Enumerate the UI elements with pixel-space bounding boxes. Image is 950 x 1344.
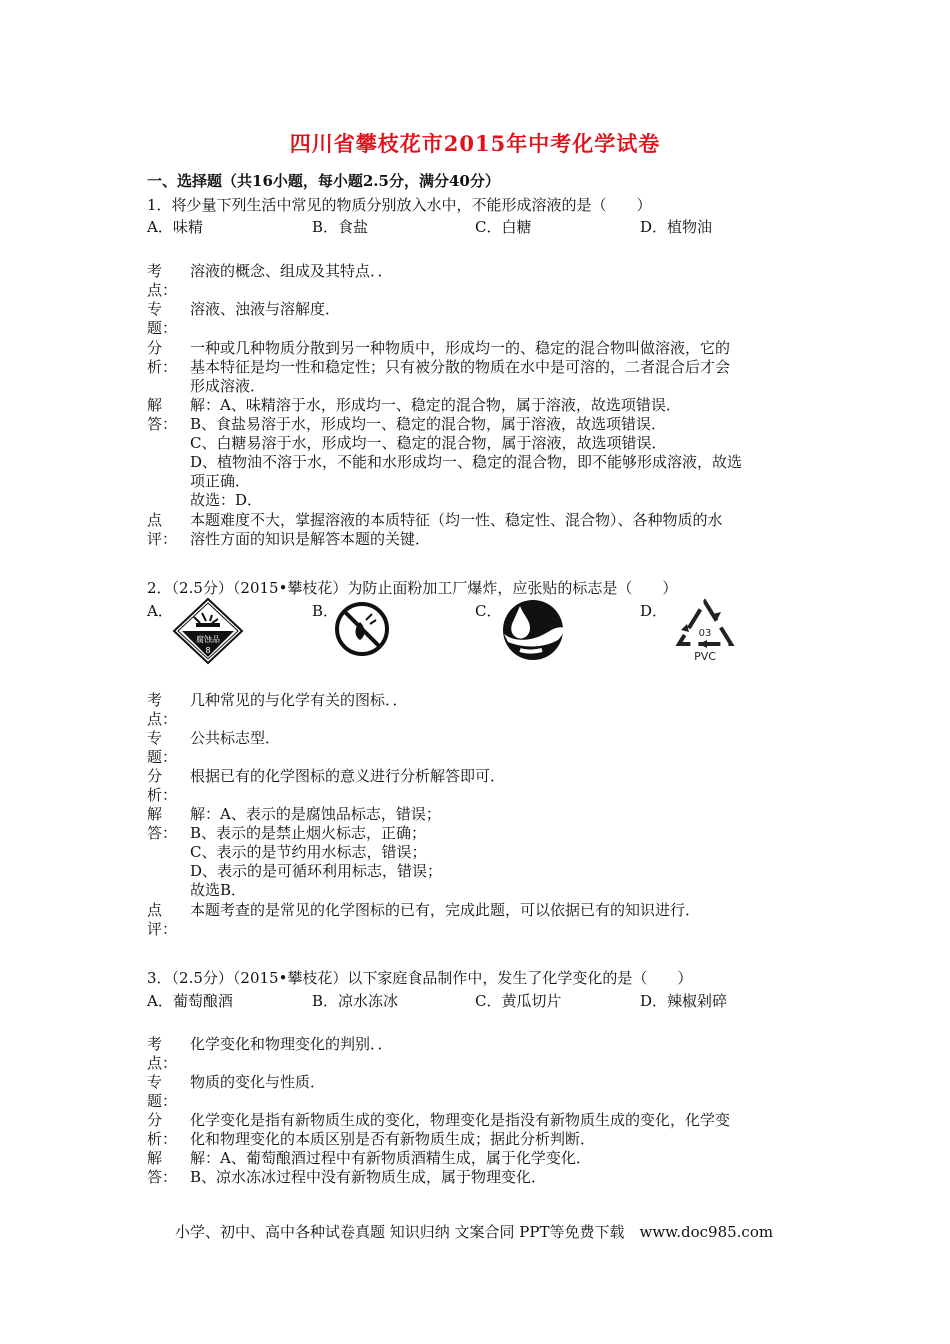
- q3-zhuanti-label: 专题：: [147, 1073, 178, 1110]
- sign-a-number: 8: [205, 646, 211, 655]
- q1-fenxi-label: 分析：: [147, 339, 178, 376]
- q1-stem: 1．将少量下列生活中常见的物质分别放入水中，不能形成溶液的是（ ）: [147, 196, 652, 214]
- q3-option-a: A．葡萄酿酒: [147, 992, 233, 1010]
- q2-option-a: A．: [147, 602, 173, 620]
- q2-option-d: D．: [640, 602, 668, 620]
- q2-zhuanti-label: 专题：: [147, 729, 178, 766]
- q1-kaodian-label: 考点：: [147, 262, 178, 299]
- q3-stem: 3．（2.5分）（2015•攀枝花）以下家庭食品制作中，发生了化学变化的是（ ）: [147, 969, 693, 987]
- sign-d-label: PVC: [694, 650, 716, 663]
- q2-jieda-label: 解答：: [147, 805, 178, 842]
- page-footer: 小学、初中、高中各种试卷真题 知识归纳 文案合同 PPT等免费下载 www.doc985.com: [175, 1223, 774, 1241]
- q3-fenxi-label: 分析：: [147, 1111, 178, 1148]
- water-saving-sign-icon: [500, 598, 566, 662]
- q1-zhuanti-label: 专题：: [147, 300, 178, 337]
- q2-fenxi: 根据已有的化学图标的意义进行分析解答即可．: [190, 767, 506, 785]
- corrosive-sign-icon: [172, 597, 244, 665]
- q1-jieda: 解：A、味精溶于水，形成均一、稳定的混合物，属于溶液，故选项错误． B、食盐易溶于水，形成均一、稳定的混合物，属于溶液，故选项错误． C、白糖易溶于水，形成均一、稳定的混合物，属于溶液，故选项错误． D、植物油不溶于水，不能和水形成均一、稳定的混合物，即不能够形成溶液，故选 项正确． 故选：D．: [190, 396, 743, 509]
- q2-dianping-label: 点评：: [147, 901, 178, 938]
- q1-fenxi: 一种或几种物质分散到另一种物质中，形成均一的、稳定的混合物叫做溶液，它的 基本特征是均一性和稳定性；只有被分散的物质在水中是可溶的，二者混合后才会 形成溶液．: [190, 339, 731, 395]
- q1-dianping: 本题难度不大，掌握溶液的本质特征（均一性、稳定性、混合物）、各种物质的水 溶性方面的知识是解答本题的关键．: [190, 511, 723, 548]
- q1-option-a: A．味精: [147, 218, 203, 236]
- q2-jieda: 解：A、表示的是腐蚀品标志，错误； B、表示的是禁止烟火标志，正确； C、表示的是节约用水标志，错误； D、表示的是可循环利用标志，错误； 故选B．: [190, 805, 443, 899]
- q1-jieda-label: 解答：: [147, 396, 178, 433]
- sign-a-label: 腐蚀品: [196, 635, 220, 644]
- q3-fenxi: 化学变化是指有新物质生成的变化，物理变化是指没有新物质生成的变化，化学变 化和物理变化的本质区别是否有新物质生成；据此分析判断．: [190, 1111, 731, 1148]
- q2-kaodian: 几种常见的与化学有关的图标．．: [190, 691, 408, 709]
- q2-option-b: B．: [312, 602, 339, 620]
- q2-zhuanti: 公共标志型．: [190, 729, 281, 747]
- q3-option-b: B．凉水冻冰: [312, 992, 399, 1010]
- q3-option-c: C．黄瓜切片: [475, 992, 562, 1010]
- q3-option-d: D．辣椒剁碎: [640, 992, 728, 1010]
- q1-option-d: D．植物油: [640, 218, 713, 236]
- q1-option-c: C．白糖: [475, 218, 532, 236]
- page-title: 四川省攀枝花市2015年中考化学试卷: [289, 131, 661, 156]
- q3-kaodian-label: 考点：: [147, 1035, 178, 1072]
- q1-zhuanti: 溶液、浊液与溶解度．: [190, 300, 341, 318]
- q2-dianping: 本题考查的是常见的化学图标的已有，完成此题，可以依据已有的知识进行．: [190, 901, 701, 919]
- q2-fenxi-label: 分析：: [147, 767, 178, 804]
- q2-stem: 2．（2.5分）（2015•攀枝花）为防止面粉加工厂爆炸，应张贴的标志是（ ）: [147, 579, 678, 597]
- q3-zhuanti: 物质的变化与性质．: [190, 1073, 326, 1091]
- q1-dianping-label: 点评：: [147, 511, 178, 548]
- q3-jieda-label: 解答：: [147, 1149, 178, 1186]
- q1-option-b: B．食盐: [312, 218, 369, 236]
- sign-d-number: 03: [698, 628, 712, 639]
- q1-kaodian: 溶液的概念、组成及其特点．．: [190, 262, 393, 280]
- no-fire-sign-icon: [333, 600, 391, 658]
- q2-kaodian-label: 考点：: [147, 691, 178, 728]
- recycle-pvc-sign-icon: [665, 598, 745, 664]
- q3-jieda: 解：A、葡萄酿酒过程中有新物质酒精生成，属于化学变化． B、凉水冻冰过程中没有新物质生成，属于物理变化．: [190, 1149, 591, 1186]
- section-heading: 一、选择题（共16小题，每小题2.5分，满分40分）: [147, 172, 500, 190]
- q2-option-c: C．: [475, 602, 502, 620]
- q3-kaodian: 化学变化和物理变化的判别．．: [190, 1035, 393, 1053]
